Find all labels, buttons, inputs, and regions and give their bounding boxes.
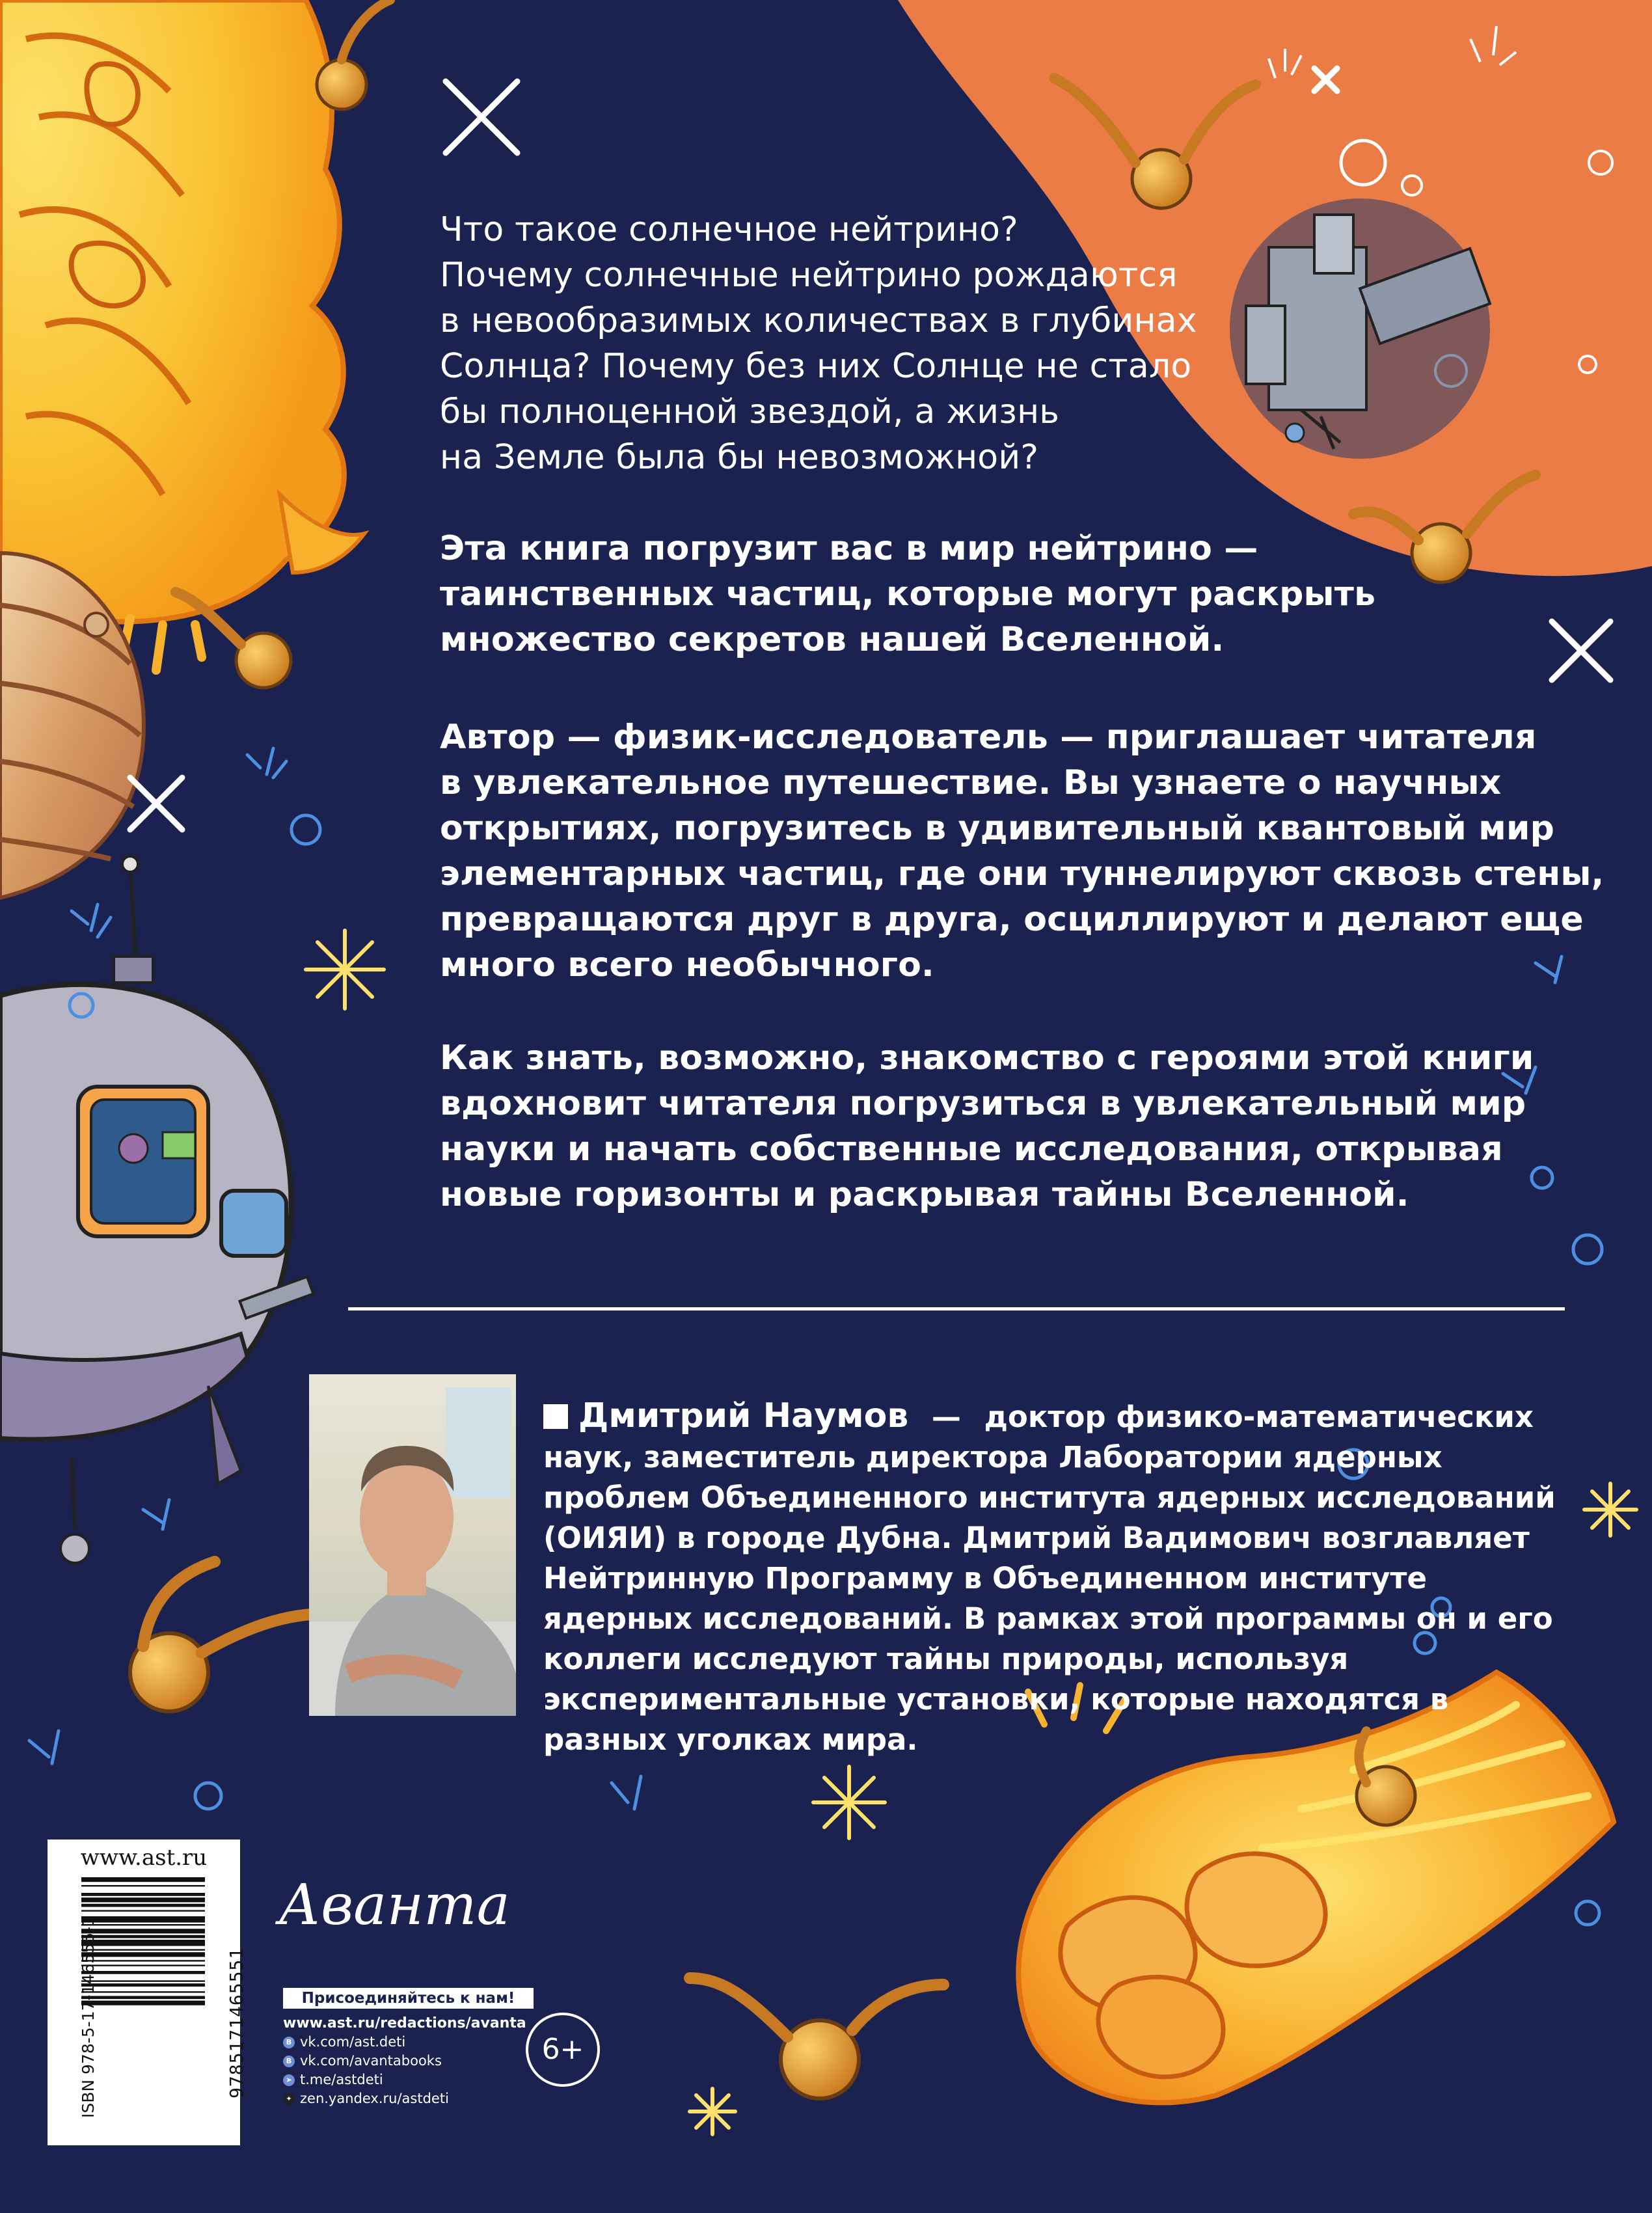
social-link[interactable]: ➤ t.me/astdeti (283, 2070, 534, 2089)
barcode-bar (81, 1935, 205, 1938)
social-link[interactable]: www.ast.ru/redactions/avanta (283, 2015, 526, 2031)
paragraph-invitation: Как знать, возможно, знакомство с героями этой книги вдохновит читателя погрузиться в увлекательный мир науки и начать собственные исследования, открывая новые горизонты и раскрывая тайны Вселенной. (440, 1039, 1534, 1214)
barcode-bar (81, 1877, 205, 1882)
vk-icon: B (283, 2056, 295, 2067)
barcode-bar (81, 1996, 205, 1999)
section-divider (348, 1307, 1565, 1310)
barcode-bar (81, 1924, 205, 1925)
author-name: Дмитрий Наумов (578, 1396, 909, 1435)
social-link[interactable]: ✦ zen.yandex.ru/astdeti (283, 2089, 534, 2108)
social-link[interactable]: B vk.com/avantabooks (283, 2052, 534, 2070)
age-rating-badge: 6+ (526, 2013, 600, 2087)
barcode-bar (81, 1929, 205, 1933)
author-photo (309, 1374, 516, 1716)
space-station (1230, 198, 1490, 459)
barcode-bar (81, 1893, 205, 1896)
barcode-bar (81, 1885, 205, 1886)
barcode-bar (81, 1897, 205, 1902)
telegram-icon: ➤ (283, 2074, 295, 2086)
isbn-number: ISBN 978-5-17-146555-1 (79, 1916, 98, 2118)
bullet-square-icon (543, 1404, 568, 1429)
barcode-bar (81, 1952, 205, 1957)
barcode-bar (81, 1916, 205, 1923)
barcode-bar (81, 1910, 205, 1911)
publisher-logo: Аванта (278, 1873, 510, 1938)
author-bio (543, 1396, 1578, 1760)
author-dash: — (931, 1400, 961, 1434)
barcode-bar (81, 1904, 205, 1907)
author-description: доктор физико-математических наук, заместитель директора Лаборатории ядерных проблем Объединенного института ядерных исследований (ОИЯИ) в городе Дубна. Дмитрий Вадимович возглавляет Нейтринную Программу в Объединенном институте ядерных исследований. В рамках этой программы он и его коллеги исследуют тайны природы, используя экспериментальные установки, которые находятся в разных уголках мира. (543, 1400, 1556, 1757)
barcode-bar (81, 1964, 205, 1966)
ean-number: 9785171465551 (226, 1947, 247, 2098)
barcode-bar (81, 2001, 205, 2005)
vk-icon: B (283, 2037, 295, 2048)
barcode-bar (81, 1940, 205, 1946)
barcode-box (47, 1840, 247, 2145)
social-links (283, 1988, 534, 2108)
paragraph-about-author: Автор — физик-исследователь — приглашает читателя в увлекательное путешествие. Вы узнаете о научных открытиях, погрузитесь в удивительный квантовый мир элементарных частиц, где они туннелируют сквозь стены, превращаются друг в друга, осциллируют и делают еще много всего необычного. (440, 718, 1605, 984)
barcode-bar (81, 1960, 205, 1961)
social-title: Присоединяйтесь к нам! (283, 1988, 534, 2009)
barcode-bar (81, 1949, 205, 1950)
barcode-bar (81, 1983, 205, 1987)
zen-icon: ✦ (283, 2093, 295, 2105)
barcode-bar (81, 1971, 205, 1974)
barcode-bar (81, 1991, 205, 1992)
social-link[interactable]: B vk.com/ast.deti (283, 2033, 534, 2052)
paragraph-about-book: Эта книга погрузит вас в мир нейтрино — таинственных частиц, которые могут раскрыть множество секретов нашей Вселенной. (440, 529, 1376, 659)
site-url[interactable]: www.ast.ru (80, 1845, 208, 1871)
barcode-bar (81, 1980, 205, 1981)
barcode (81, 1877, 205, 2139)
intro-questions: Что такое солнечное нейтрино? Почему солнечные нейтрино рождаются в невообразимых количествах в глубинах Солнца? Почему без них Солнце не стало бы полноценной звездой, а жизнь на Земле была бы невозможной? (440, 210, 1197, 477)
